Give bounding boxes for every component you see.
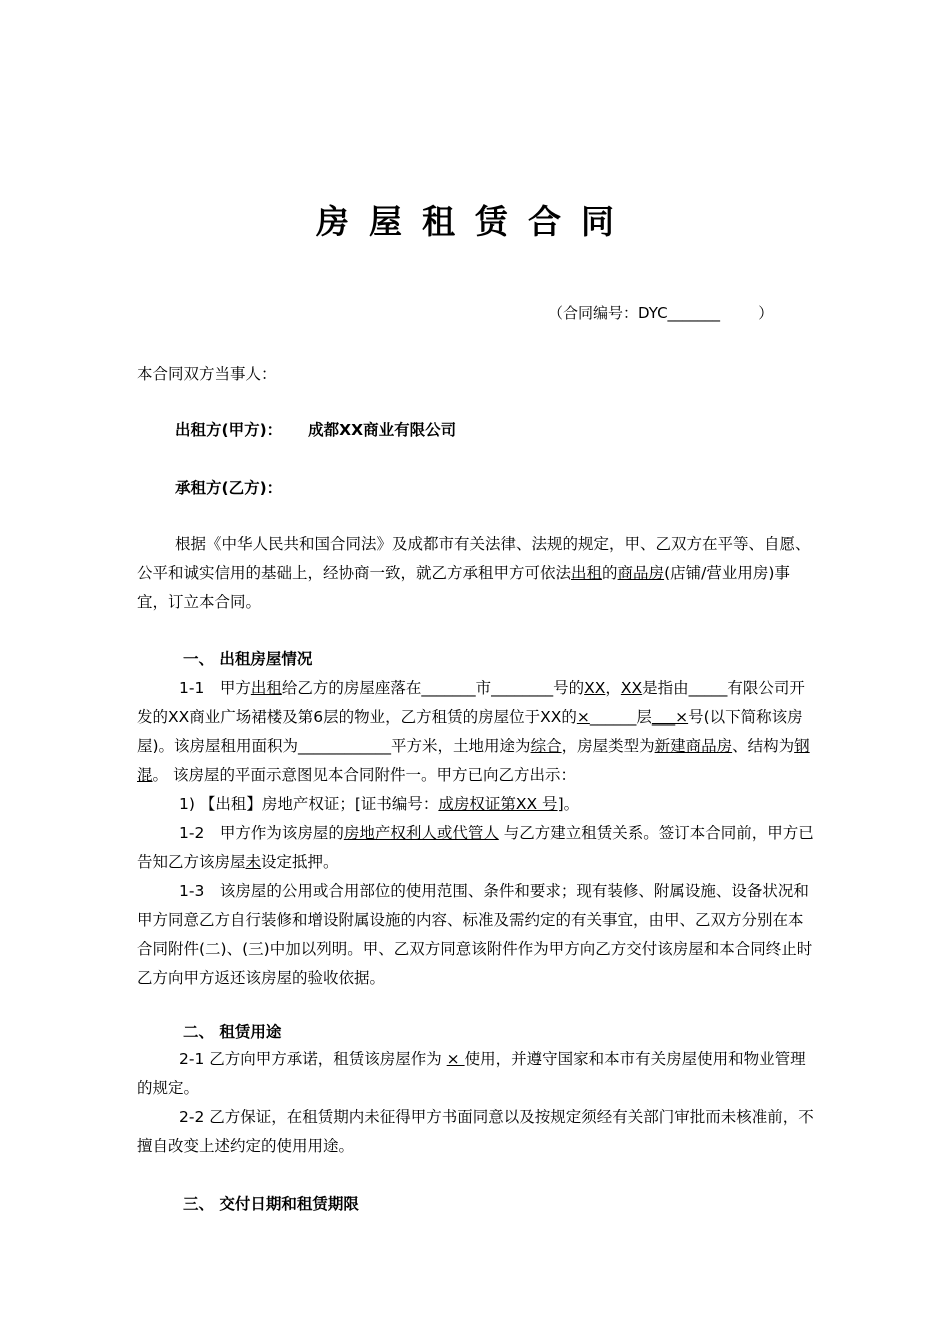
section-1-body <box>137 674 817 993</box>
clause-text: ]。 <box>557 795 580 813</box>
party-intro: 本合同双方当事人： <box>137 365 277 383</box>
clause-1-3: 1-3 该房屋的公用或合用部位的使用范围、条件和要求；现有装修、附属设施、设备状况和甲方同意乙方自行装修和增设附属设施的内容、标准及需约定的有关事宜，由甲、乙双方分别在本合同附件(二)、(三)中加以列明。甲、乙双方同意该附件作为甲方向乙方交付该房屋和本合同终止时乙方向甲方返还该房屋的验收依据。 <box>137 882 813 987</box>
clause-text: 是指由_____有限公司开发的XX商业广场裙楼及第6层的物业，乙方租赁的房屋位于XX的 <box>137 679 805 726</box>
clause-text: 2-1 乙方向甲方承诺，租赁该房屋作为 <box>179 1050 447 1068</box>
intro-text: (店铺/营业用房)事宜，订立本合同。 <box>137 564 790 611</box>
clause-text: 1-1 甲方 <box>179 679 251 697</box>
clause-2-2: 2-2 乙方保证，在租赁期内未征得甲方书面同意以及按规定须经有关部门审批而未核准前，不擅自改变上述约定的使用用途。 <box>137 1108 814 1155</box>
intro-text: 的 <box>602 564 618 582</box>
clause-underline: 成房权证第XX 号 <box>438 795 558 813</box>
lessee-line <box>137 474 855 503</box>
clause-underline: 新建商品房 <box>654 737 733 755</box>
clause-1-1-item <box>137 790 817 819</box>
lessor-label: 出租方(甲方)： <box>175 421 283 439</box>
clause-text: 1-2 甲方作为该房屋的 <box>179 824 344 842</box>
clause-underline: × <box>576 708 590 726</box>
intro-underline: 商品房 <box>617 564 665 582</box>
section-2-heading: 二、 租赁用途 <box>183 1023 282 1041</box>
clause-underline: XX <box>620 679 643 697</box>
clause-1-2 <box>137 819 817 877</box>
clause-text: 1) 【出租】房地产权证；[证书编号： <box>179 795 439 813</box>
document-title: 房屋租赁合同 <box>316 202 634 241</box>
clause-underline: 出租 <box>250 679 282 697</box>
clause-underline: 房地产权利人或代管人 <box>343 824 499 842</box>
clause-text: 号(以下简称该房屋)。该房屋租用面积为____________平方米，土地用途为 <box>137 708 803 755</box>
clause-text: ， <box>605 679 621 697</box>
clause-text: 、结构为 <box>732 737 795 755</box>
clause-underline: ___× <box>651 708 689 726</box>
lessor-line <box>137 416 855 445</box>
clause-underline: 钢混 <box>137 737 810 784</box>
lessee-label: 承租方(乙方)： <box>175 479 283 497</box>
section-2-body <box>137 1045 817 1161</box>
clause-text: ，房屋类型为 <box>561 737 655 755</box>
clause-text: 。 该房屋的平面示意图见本合同附件一。甲方已向乙方出示： <box>152 766 576 784</box>
clause-text: ______层 <box>589 708 652 726</box>
clause-underline: 综合 <box>530 737 562 755</box>
clause-text: 设定抵押。 <box>261 853 339 871</box>
clause-underline: XX <box>584 679 606 697</box>
section-1-heading: 一、 出租房屋情况 <box>183 650 313 668</box>
clause-1-1 <box>137 674 817 790</box>
clause-text: 与乙方建立租赁关系。签订本合同前，甲方已告知乙方该房屋 <box>137 824 814 871</box>
lessor-name: 成都XX商业有限公司 <box>308 421 457 439</box>
clause-underline: 未 <box>245 853 262 871</box>
intro-text: 根据《中华人民共和国合同法》及成都市有关法律、法规的规定，甲、乙双方在平等、自愿、公平和诚实信用的基础上，经协商一致，就乙方承租甲方可依法 <box>137 535 811 582</box>
clause-underline: × <box>446 1050 465 1068</box>
intro-paragraph <box>137 530 817 617</box>
clause-text: 使用，并遵守国家和本市有关房屋使用和物业管理的规定。 <box>137 1050 806 1097</box>
contract-number: （合同编号：DYC_______ ） <box>548 304 774 322</box>
intro-underline: 出租 <box>571 564 603 582</box>
clause-text: 给乙方的房屋座落在_______市________号的 <box>281 679 585 697</box>
section-3-heading: 三、 交付日期和租赁期限 <box>183 1195 359 1213</box>
clause-2-1 <box>137 1045 817 1103</box>
